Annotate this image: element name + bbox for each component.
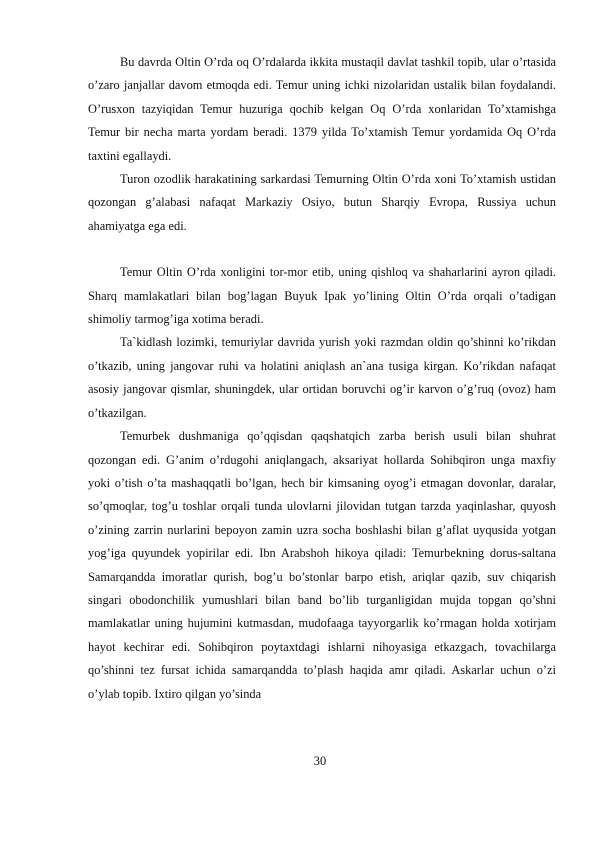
paragraph-5: Temurbek dushmaniga qo’qqisdan qaqshatqich zarba berish usuli bilan shuhrat qozongan edi. G’anim o’rdugohi aniqlangach, aksariyat hollarda Sohibqiron unga maxfiy yoki o’tish o’ta mashaqqatli bo’lgan, hech bir kimsaning oyog’i etmagan dovonlar, daralar, so’qmoqlar, tog’u toshlar orqali tunda ulovlarni jilovidan tutgan tarzda yaqinlashar, quyosh o’zining zarrin nurlarini bepoyon zamin uzra socha boshlashi bilan g’aflat uyqusida yotgan yog’iga quyundek yopirilar edi. Ibn Arabshoh hikoya qiladi: Temurbekning dorus-saltana Samarqandda imoratlar qurish, bog’u bo’stonlar barpo etish, ariqlar qazib, suv chiqarish singari obodonchilik yumushlari bilan band bo’lib turganligidan mujda topgan qo’shni mamlakatlar uning hujumini kutmasdan, mudofaaga tayyorgarlik ko’rmagan holda xotirjam hayot kechirar edi. Sohibqiron poytaxtdagi ishlarni nihoyasiga etkazgach, tovachilarga qo’shinni tez fursat ichida samarqandda to’plash haqida amr qiladi. Askarlar uchun o’zi o’ylab topib. Ixtiro qilgan yo’sinda <box>88 429 556 701</box>
page-number: 30 <box>313 754 327 768</box>
page-body <box>88 51 556 706</box>
paragraph-3: Temur Oltin O’rda xonligini tor-mor etib, uning qishloq va shaharlarini ayron qiladi. Sharq mamlakatlari bilan bog’lagan Buyuk Ipak yo’lining Oltin O’rda orqali o’tadigan shimoliy tarmog’iga xotima beradi. <box>88 265 556 327</box>
paragraph-2: Turon ozodlik harakatining sarkardasi Temurning Oltin O’rda xoni To’xtamish ustidan qozongan g’alabasi nafaqat Markaziy Osiyo, butun Sharqiy Evropa, Russiya uchun ahamiyatga ega edi. <box>88 172 556 233</box>
paragraph-spacer <box>88 238 556 261</box>
paragraph-1: Bu davrda Oltin O’rda oq O’rdalarda ikkita mustaqil davlat tashkil topib, ular o’rtasida o’zaro janjallar davom etmoqda edi. Temur uning ichki nizolaridan ustalik bilan foydalandi. O’rusxon tazyiqidan Temur huzuriga qochib kelgan Oq O’rda xonlaridan To’xtamishga Temur bir necha marta yordam beradi. 1379 yilda To’xtamish Temur yordamida Oq O’rda taxtini egallaydi. <box>88 55 556 163</box>
paragraph-4: Ta`kidlash lozimki, temuriylar davrida yurish yoki razmdan oldin qo’shinni ko’rikdan o’tkazib, uning jangovar ruhi va holatini aniqlash an`ana tusiga kirgan. Ko’rikdan nafaqat asosiy jangovar qismlar, shuningdek, ular ortidan boruvchi og’ir karvon o’g’ruq (ovoz) ham o’tkazilgan. <box>88 335 556 420</box>
